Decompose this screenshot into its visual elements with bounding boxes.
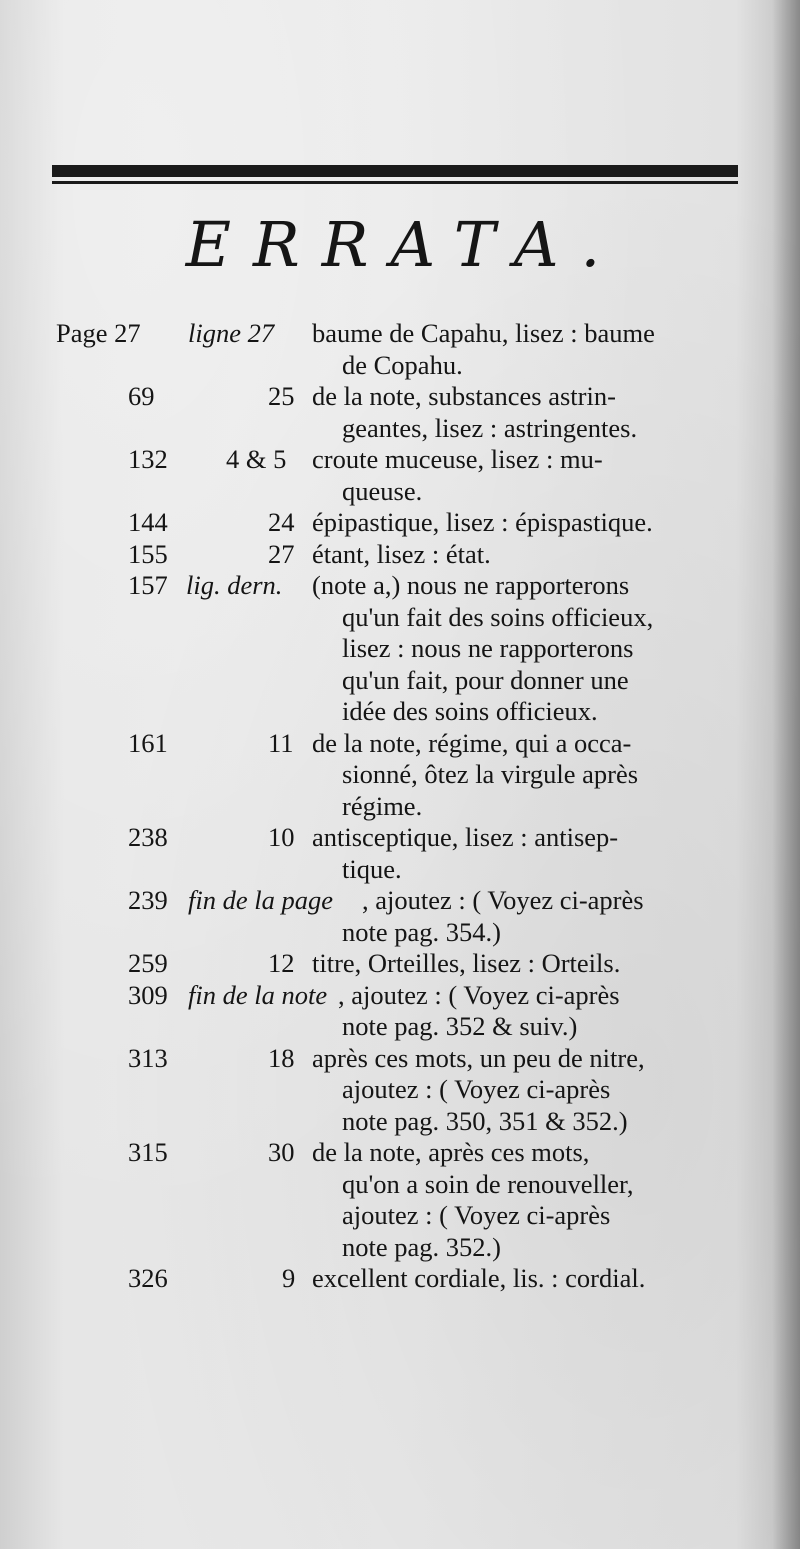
entry-first-line — [0, 318, 800, 350]
entry-continuation-line — [0, 633, 800, 665]
entry-correction-text: , ajoutez : ( Voyez ci-après — [338, 979, 620, 1010]
entry-correction-text: qu'un fait des soins officieux, — [342, 601, 654, 632]
header-rule-thick — [52, 165, 738, 177]
entry-continuation-line — [0, 1200, 800, 1232]
page-title: ERRATA. — [185, 208, 623, 281]
entry-line-reference: 9 — [282, 1263, 296, 1293]
entry-first-line — [0, 381, 800, 413]
entry-first-line — [0, 1043, 800, 1075]
entry-correction-text: épipastique, lisez : épispastique. — [312, 507, 653, 537]
errata-entry — [0, 507, 800, 539]
errata-list — [0, 318, 800, 1295]
entry-line-reference: 12 — [268, 948, 295, 978]
entry-continuation-line — [0, 791, 800, 823]
entry-continuation-line — [0, 1169, 800, 1201]
entry-correction-text: tique. — [342, 853, 402, 884]
errata-entry — [0, 1263, 800, 1295]
entry-page-number: 239 — [128, 885, 168, 915]
entry-page-number: 144 — [128, 507, 168, 537]
entry-continuation-line — [0, 696, 800, 728]
entry-page-number: 309 — [128, 979, 168, 1010]
entry-line-reference: 25 — [268, 381, 295, 411]
entry-continuation-line — [0, 1011, 800, 1043]
entry-line-reference: 24 — [268, 507, 295, 537]
errata-entry — [0, 885, 800, 948]
entry-first-line — [0, 728, 800, 760]
entry-page-number: 238 — [128, 822, 168, 852]
entry-correction-text: croute muceuse, lisez : mu- — [312, 444, 603, 474]
entry-first-line — [0, 1137, 800, 1169]
entry-correction-text: (note a,) nous ne rapporterons — [312, 570, 630, 600]
entry-correction-text: note pag. 354.) — [342, 916, 501, 947]
entry-correction-text: de la note, substances astrin- — [312, 381, 616, 411]
entry-continuation-line — [0, 602, 800, 634]
errata-entry — [0, 539, 800, 571]
entry-line-reference: ligne 27 — [188, 318, 275, 348]
entry-correction-text: antisceptique, lisez : antisep- — [312, 822, 619, 852]
entry-correction-text: de la note, après ces mots, — [312, 1137, 590, 1167]
entry-line-reference: 30 — [268, 1137, 295, 1167]
header-rule-thin — [52, 181, 738, 184]
errata-entry — [0, 822, 800, 885]
entry-correction-text: idée des soins officieux. — [342, 696, 598, 726]
errata-entry — [0, 570, 800, 728]
entry-correction-text: geantes, lisez : astringentes. — [342, 412, 638, 443]
entry-first-line — [0, 822, 800, 854]
entry-first-line — [0, 444, 800, 476]
entry-first-line — [0, 980, 800, 1012]
entry-line-reference: 4 & 5 — [226, 444, 287, 474]
entry-continuation-line — [0, 476, 800, 508]
entry-continuation-line — [0, 917, 800, 949]
entry-continuation-line — [0, 665, 800, 697]
entry-page-number: 132 — [128, 444, 168, 474]
entry-continuation-line — [0, 350, 800, 382]
entry-correction-text: note pag. 352.) — [342, 1231, 501, 1262]
entry-first-line — [0, 1263, 800, 1295]
errata-entry — [0, 980, 800, 1043]
entry-first-line — [0, 507, 800, 539]
entry-line-reference: 10 — [268, 822, 295, 852]
entry-correction-text: ajoutez : ( Voyez ci-après — [342, 1074, 611, 1104]
entry-page-number: 259 — [128, 948, 168, 978]
entry-line-reference: 27 — [268, 538, 295, 569]
entry-page-number: 157 — [128, 570, 168, 600]
errata-entry — [0, 444, 800, 507]
entry-correction-text: baume de Capahu, lisez : baume — [312, 318, 655, 348]
entry-correction-text: sionné, ôtez la virgule après — [342, 759, 639, 789]
entry-continuation-line — [0, 413, 800, 445]
entry-page-number: Page 27 — [56, 318, 141, 348]
entry-line-reference: 11 — [268, 727, 294, 758]
entry-continuation-line — [0, 1232, 800, 1264]
entry-line-reference: 18 — [268, 1042, 295, 1073]
entry-correction-text: titre, Orteilles, lisez : Orteils. — [312, 948, 621, 978]
errata-entry — [0, 1043, 800, 1138]
entry-correction-text: après ces mots, un peu de nitre, — [312, 1042, 645, 1073]
entry-continuation-line — [0, 1074, 800, 1106]
errata-entry — [0, 318, 800, 381]
entry-correction-text: ajoutez : ( Voyez ci-après — [342, 1200, 611, 1230]
entry-line-reference: fin de la page — [188, 885, 333, 915]
entry-correction-text: de la note, régime, qui a occa- — [312, 727, 632, 758]
entry-correction-text: de Copahu. — [342, 349, 463, 380]
entry-continuation-line — [0, 1106, 800, 1138]
entry-page-number: 161 — [128, 727, 168, 758]
errata-entry — [0, 948, 800, 980]
entry-correction-text: excellent cordiale, lis. : cordial. — [312, 1263, 646, 1293]
entry-correction-text: étant, lisez : état. — [312, 538, 491, 569]
entry-correction-text: note pag. 352 & suiv.) — [342, 1011, 578, 1041]
entry-page-number: 313 — [128, 1042, 168, 1073]
entry-page-number: 155 — [128, 538, 168, 569]
entry-page-number: 326 — [128, 1263, 168, 1293]
entry-first-line — [0, 948, 800, 980]
entry-correction-text: , ajoutez : ( Voyez ci-après — [362, 885, 644, 915]
entry-line-reference: lig. dern. — [186, 570, 283, 600]
entry-page-number: 315 — [128, 1137, 168, 1167]
entry-first-line — [0, 539, 800, 571]
entry-first-line — [0, 570, 800, 602]
entry-first-line — [0, 885, 800, 917]
entry-correction-text: qu'on a soin de renouveller, — [342, 1168, 634, 1199]
entry-correction-text: lisez : nous ne rapporterons — [342, 633, 634, 663]
entry-correction-text: qu'un fait, pour donner une — [342, 664, 629, 695]
entry-correction-text: note pag. 350, 351 & 352.) — [342, 1105, 628, 1136]
entry-continuation-line — [0, 759, 800, 791]
errata-entry — [0, 1137, 800, 1263]
entry-correction-text: régime. — [342, 790, 423, 821]
errata-entry — [0, 728, 800, 823]
entry-line-reference: fin de la note — [188, 979, 328, 1010]
entry-correction-text: queuse. — [342, 475, 423, 506]
entry-continuation-line — [0, 854, 800, 886]
errata-entry — [0, 381, 800, 444]
entry-page-number: 69 — [128, 381, 155, 411]
